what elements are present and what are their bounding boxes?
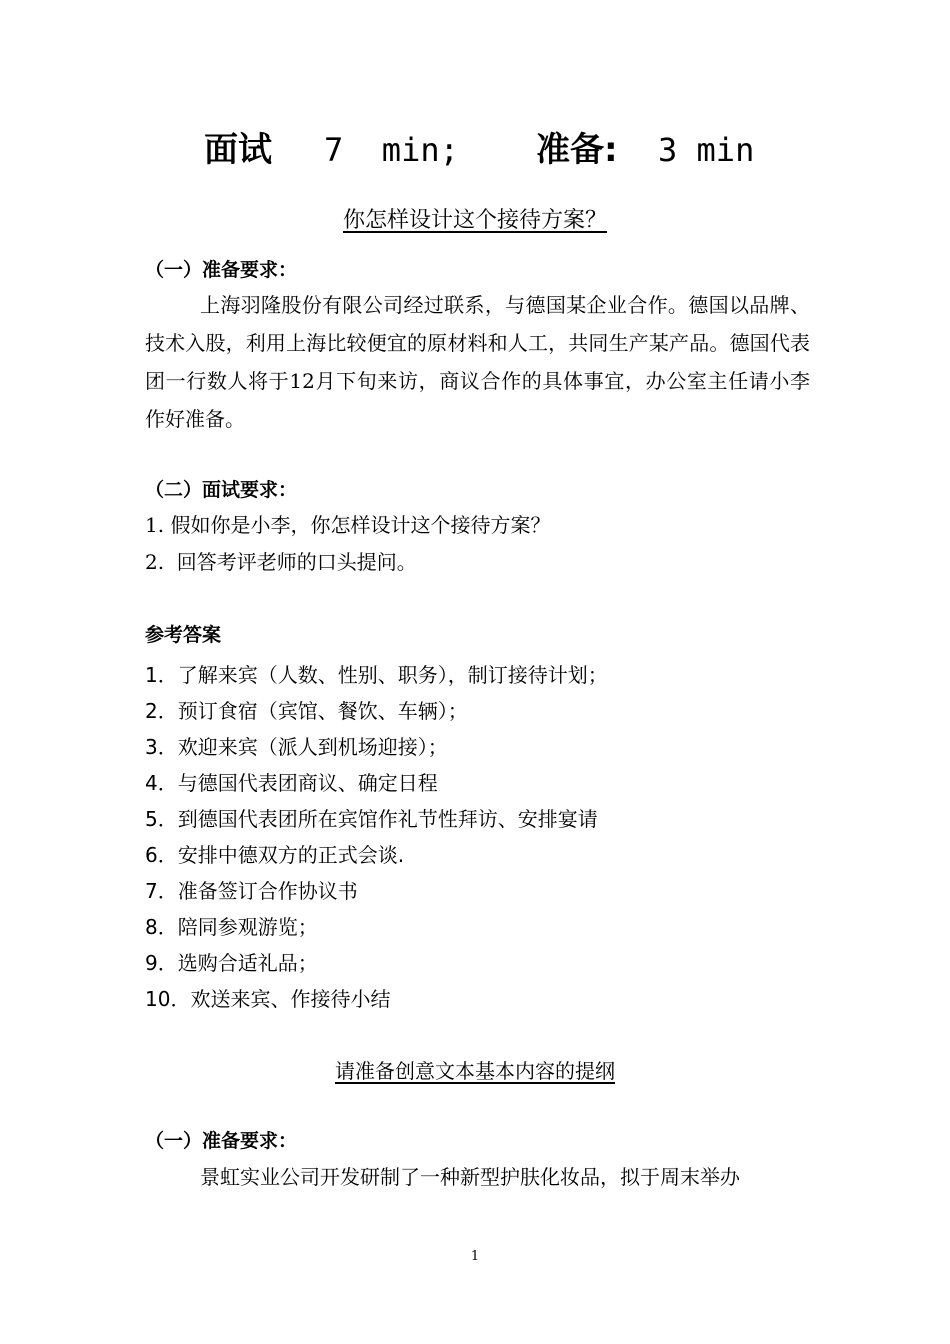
- answer-item: 8．陪同参观游览；: [145, 915, 318, 939]
- answer-item: 7．准备签订合作协议书: [145, 879, 358, 903]
- section2-prep-req-text: 景虹实业公司开发研制了一种新型护肤化妆品，拟于周末举办: [200, 1165, 740, 1189]
- section1-interview-req-heading: （二）面试要求：: [145, 479, 298, 501]
- section1-heading: 你怎样设计这个接待方案？: [342, 208, 607, 233]
- answer-item: 4．与德国代表团商议、确定日程: [145, 771, 438, 795]
- page-title: [0, 122, 950, 178]
- answer-item: 5．到德国代表团所在宾馆作礼节性拜访、安排宴请: [145, 807, 598, 831]
- answer-item: 3．欢迎来宾（派人到机场迎接）；: [145, 735, 448, 759]
- prep-time: 3 min: [658, 131, 755, 169]
- interview-time: 7 min;: [324, 131, 459, 169]
- answer-item: 9．选购合适礼品；: [145, 951, 318, 975]
- interview-item: 1. 假如你是小李，你怎样设计这个接待方案？: [145, 513, 551, 537]
- interview-label: 面试: [204, 130, 272, 170]
- answer-item: 1．了解来宾（人数、性别、职务），制订接待计划；: [145, 663, 608, 687]
- prep-label: 准备:: [536, 130, 618, 170]
- interview-item: 2. 回答考评老师的口头提问。: [145, 550, 417, 574]
- answer-item: 10．欢送来宾、作接待小结: [145, 987, 391, 1011]
- page-number: 1: [470, 1249, 480, 1264]
- section2-prep-req-heading: （一）准备要求：: [145, 1130, 298, 1152]
- section2-heading: 请准备创意文本基本内容的提纲: [335, 1059, 615, 1083]
- answer-item: 6．安排中德双方的正式会谈.: [145, 843, 405, 867]
- answer-heading: 参考答案: [145, 624, 222, 646]
- section1-prep-req-text: 上海羽隆股份有限公司经过联系，与德国某企业合作。德国以品牌、技术入股，利用上海比较便宜的原材料和人工，共同生产某产品。德国代表团一行数人将于12月下旬来访，商议合作的具体事宜，办公室主任请小李作好准备。: [145, 293, 810, 431]
- answer-item: 2．预订食宿（宾馆、餐饮、车辆）；: [145, 699, 468, 723]
- section1-prep-req-heading: （一）准备要求：: [145, 259, 298, 281]
